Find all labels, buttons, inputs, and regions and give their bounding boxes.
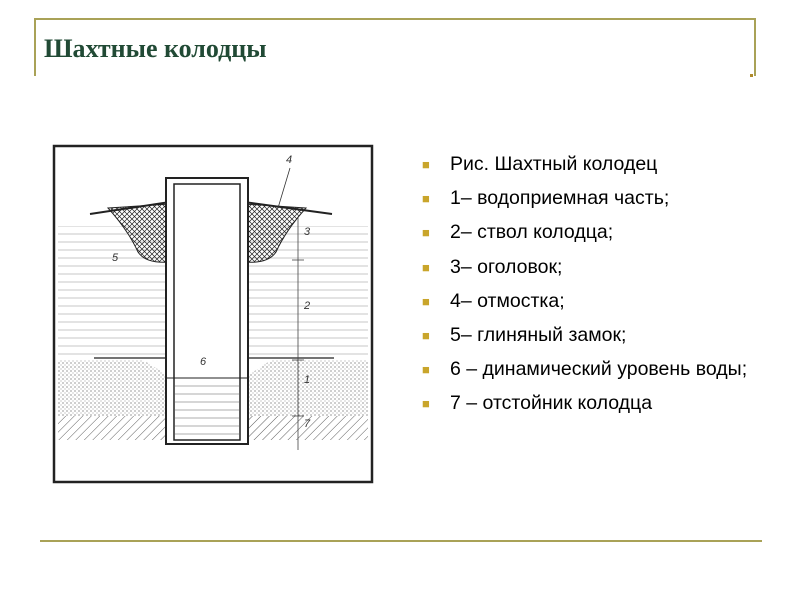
- bullet-icon: ■: [422, 259, 430, 275]
- well-diagram: [42, 134, 382, 490]
- callout-2: 2: [304, 300, 311, 312]
- legend-item-text: 1– водоприемная часть;: [450, 187, 670, 210]
- bullet-icon: ■: [422, 157, 430, 172]
- bullet-icon: ■: [422, 225, 430, 241]
- legend-item: [422, 152, 762, 176]
- legend-item: [422, 323, 762, 347]
- legend-item-text: 3– оголовок;: [450, 255, 563, 278]
- legend-item: [422, 186, 762, 210]
- bottom-rule: [40, 540, 762, 542]
- bullet-icon: ■: [422, 327, 430, 343]
- callout-4: 4: [286, 154, 293, 166]
- legend-item-text: 6 – динамический уровень воды;: [450, 358, 748, 381]
- callout-1: 1: [304, 374, 311, 386]
- legend-item-text: 7 – отстойник колодца: [450, 392, 653, 415]
- callout-7: 7: [304, 418, 311, 430]
- bullet-icon: ■: [422, 293, 430, 309]
- legend-item-text: 2– ствол колодца;: [450, 221, 614, 244]
- legend-item-text: 5– глиняный замок;: [450, 323, 627, 346]
- bullet-icon: ■: [422, 191, 430, 207]
- legend-item: [422, 289, 762, 313]
- legend-item-text: 4– отмостка;: [450, 289, 565, 312]
- callout-3: 3: [304, 226, 311, 238]
- bullet-icon: ■: [422, 396, 430, 412]
- corner-dot: [750, 74, 753, 77]
- well-cross-section-drawing: [42, 134, 382, 490]
- slide-title: Шахтные колодцы: [44, 34, 267, 63]
- top-rule: [34, 18, 756, 20]
- callout-6: 6: [200, 356, 207, 368]
- legend-item-text: Рис. Шахтный колодец: [450, 153, 658, 175]
- callout-5: 5: [112, 252, 119, 264]
- legend-item: [422, 357, 762, 381]
- right-rule: [754, 18, 756, 76]
- left-rule: [34, 18, 36, 76]
- legend-item: [422, 391, 762, 415]
- legend-list: [422, 152, 762, 426]
- legend-item: [422, 220, 762, 244]
- bullet-icon: ■: [422, 362, 430, 378]
- legend-item: [422, 255, 762, 279]
